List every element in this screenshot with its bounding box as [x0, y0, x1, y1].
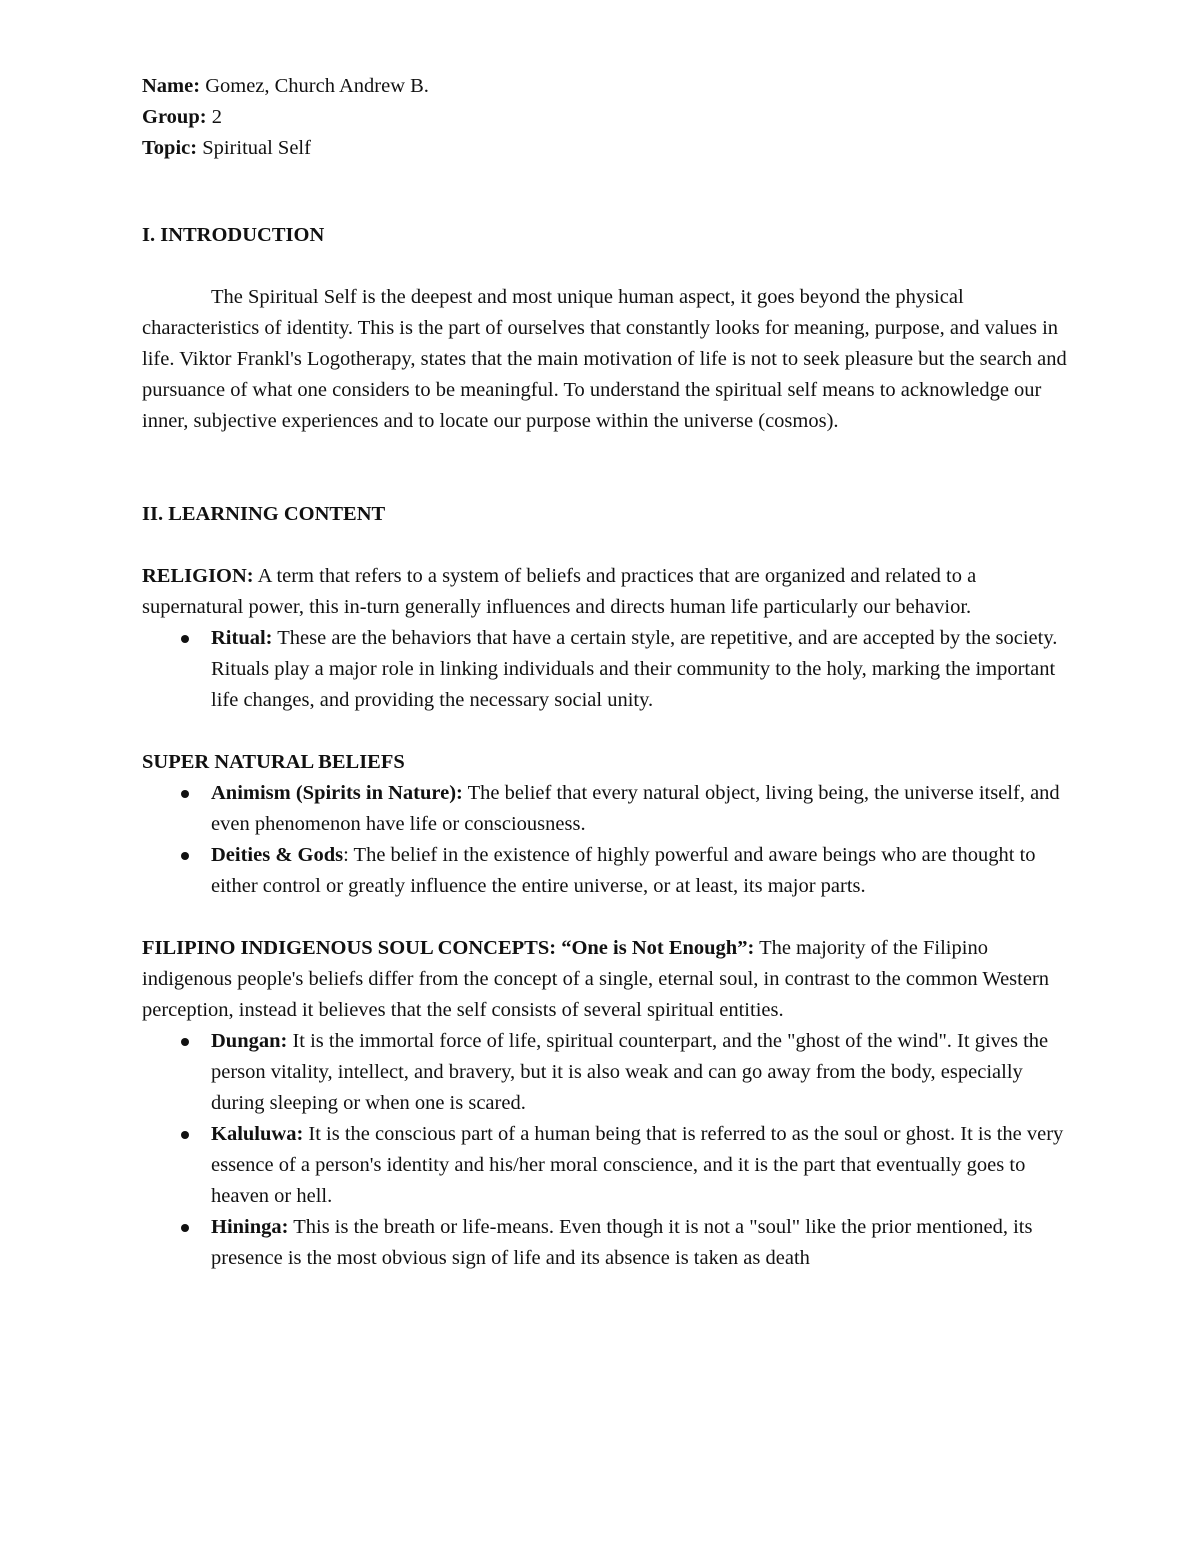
document-body — [142, 71, 1067, 1274]
topic-value: Spiritual Self — [202, 137, 311, 159]
bullet-icon — [181, 1224, 189, 1232]
name-label: Name: — [142, 75, 201, 97]
bullet-icon — [181, 852, 189, 860]
religion-definition: A term that refers to a system of beliefs and practices that are organized and related to a supernatural power, this in-turn generally influences and directs human life particularly our behavior. — [142, 565, 977, 618]
group-line — [142, 102, 1067, 133]
item-term: Ritual: — [211, 627, 273, 649]
spacer — [142, 251, 1067, 282]
item-text: The belief that every natural object, living being, the universe itself, and even phenomenon have life or consciousness. — [211, 782, 1060, 835]
name-value: Gomez, Church Andrew B. — [205, 75, 429, 97]
learning-content-heading: II. LEARNING CONTENT — [142, 503, 386, 525]
bullet-icon — [181, 635, 189, 643]
topic-label: Topic: — [142, 137, 198, 159]
item-text: : The belief in the existence of highly powerful and aware beings who are thought to either control or greatly influence the entire universe, or at least, its major parts. — [211, 844, 1036, 897]
filipino-list — [142, 1026, 1067, 1274]
spacer — [142, 437, 1067, 499]
religion-paragraph — [142, 561, 1067, 623]
list-item — [142, 1026, 1067, 1119]
spacer — [142, 164, 1067, 220]
spacer — [142, 716, 1067, 747]
introduction-heading: I. INTRODUCTION — [142, 224, 325, 246]
item-term: Hininga: — [211, 1216, 289, 1238]
religion-list — [142, 623, 1067, 716]
item-term: Dungan: — [211, 1030, 288, 1052]
group-value: 2 — [211, 106, 222, 128]
spacer — [142, 902, 1067, 933]
item-text: It is the conscious part of a human being that is referred to as the soul or ghost. It is the very essence of a person's identity and his/her moral conscience, and it is the part that eventually goes to heaven or hell. — [211, 1123, 1064, 1207]
bullet-icon — [181, 1131, 189, 1139]
filipino-paragraph — [142, 933, 1067, 1026]
filipino-subheading: “One is Not Enough”: — [561, 937, 755, 959]
list-item — [142, 840, 1067, 902]
introduction-paragraph: The Spiritual Self is the deepest and most unique human aspect, it goes beyond the physical characteristics of identity. This is the part of ourselves that constantly looks for meaning, purpose, and values in life. Viktor Frankl's Logotherapy, states that the main motivation of life is not to seek pleasure but the search and pursuance of what one considers to be meaningful. To understand the spiritual self means to acknowledge our inner, subjective experiences and to locate our purpose within the universe (cosmos). — [142, 286, 1067, 432]
bullet-icon — [181, 790, 189, 798]
bullet-icon — [181, 1038, 189, 1046]
spacer — [142, 530, 1067, 561]
item-text: It is the immortal force of life, spiritual counterpart, and the "ghost of the wind". It gives the person vitality, intellect, and bravery, but it is also weak and can go away from the body, especially during sleeping or when one is scared. — [211, 1030, 1049, 1114]
religion-term: RELIGION: — [142, 565, 254, 587]
name-line — [142, 71, 1067, 102]
list-item — [142, 1212, 1067, 1274]
topic-line — [142, 133, 1067, 164]
group-label: Group: — [142, 106, 207, 128]
supernatural-list — [142, 778, 1067, 902]
filipino-heading: FILIPINO INDIGENOUS SOUL CONCEPTS: — [142, 937, 557, 959]
item-term: Kaluluwa: — [211, 1123, 304, 1145]
filipino-body: The majority of the Filipino indigenous people's beliefs differ from the concept of a single, eternal soul, in contrast to the common Western perception, instead it believes that the self consists of several spiritual entities. — [142, 937, 1050, 1021]
item-text: This is the breath or life-means. Even though it is not a "soul" like the prior mentioned, its presence is the most obvious sign of life and its absence is taken as death — [211, 1216, 1033, 1269]
list-item — [142, 1119, 1067, 1212]
supernatural-heading: SUPER NATURAL BELIEFS — [142, 751, 405, 773]
list-item — [142, 778, 1067, 840]
item-term: Deities & Gods — [211, 844, 344, 866]
item-term: Animism (Spirits in Nature): — [211, 782, 463, 804]
item-text: These are the behaviors that have a certain style, are repetitive, and are accepted by the society. Rituals play a major role in linking individuals and their community to the holy, marking the important life changes, and providing the necessary social unity. — [211, 627, 1058, 711]
list-item — [142, 623, 1067, 716]
